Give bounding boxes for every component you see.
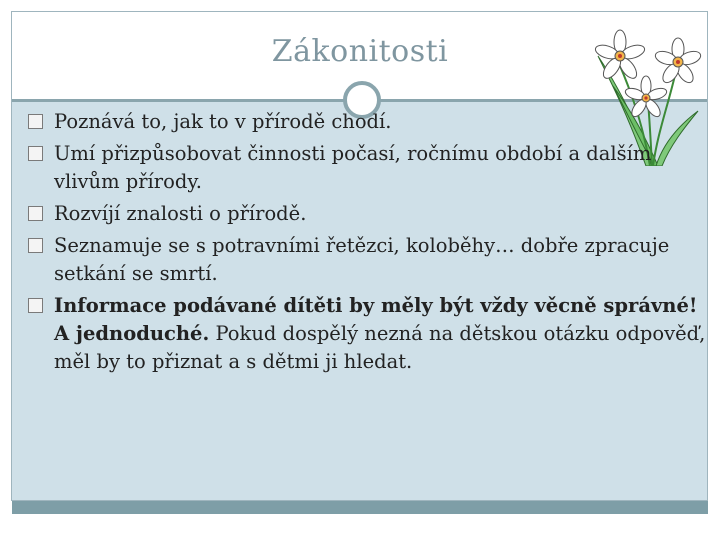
checkbox-square-icon	[28, 238, 43, 253]
checkbox-square-icon	[28, 298, 43, 313]
bullet-text: Poznává to, jak to v přírodě chodí.	[54, 110, 392, 133]
bullet-text: Umí přizpůsobovat činnosti počasí, ročnímu období a dalším vlivům přírody.	[54, 142, 652, 193]
bullet-item	[28, 232, 708, 288]
bullet-item	[28, 140, 708, 196]
bullet-bold-text: Informace podávané dítěti by měly být vždy věcně správné! A jednoduché.	[54, 294, 698, 345]
slide-title: Zákonitosti	[271, 34, 449, 69]
bullet-text: Rozvíjí znalosti o přírodě.	[54, 202, 307, 225]
footer-bar	[12, 501, 708, 514]
bullet-list	[28, 108, 708, 380]
bullet-text: Pokud dospělý nezná na dětskou otázku odpověď, měl by to přiznat a s dětmi ji hledat.	[54, 322, 706, 373]
checkbox-square-icon	[28, 206, 43, 221]
checkbox-square-icon	[28, 146, 43, 161]
checkbox-square-icon	[28, 114, 43, 129]
bullet-item	[28, 200, 708, 228]
bullet-item	[28, 292, 708, 376]
bullet-item	[28, 108, 708, 136]
bullet-text: Seznamuje se s potravními řetězci, koloběhy… dobře zpracuje setkání se smrtí.	[54, 234, 670, 285]
